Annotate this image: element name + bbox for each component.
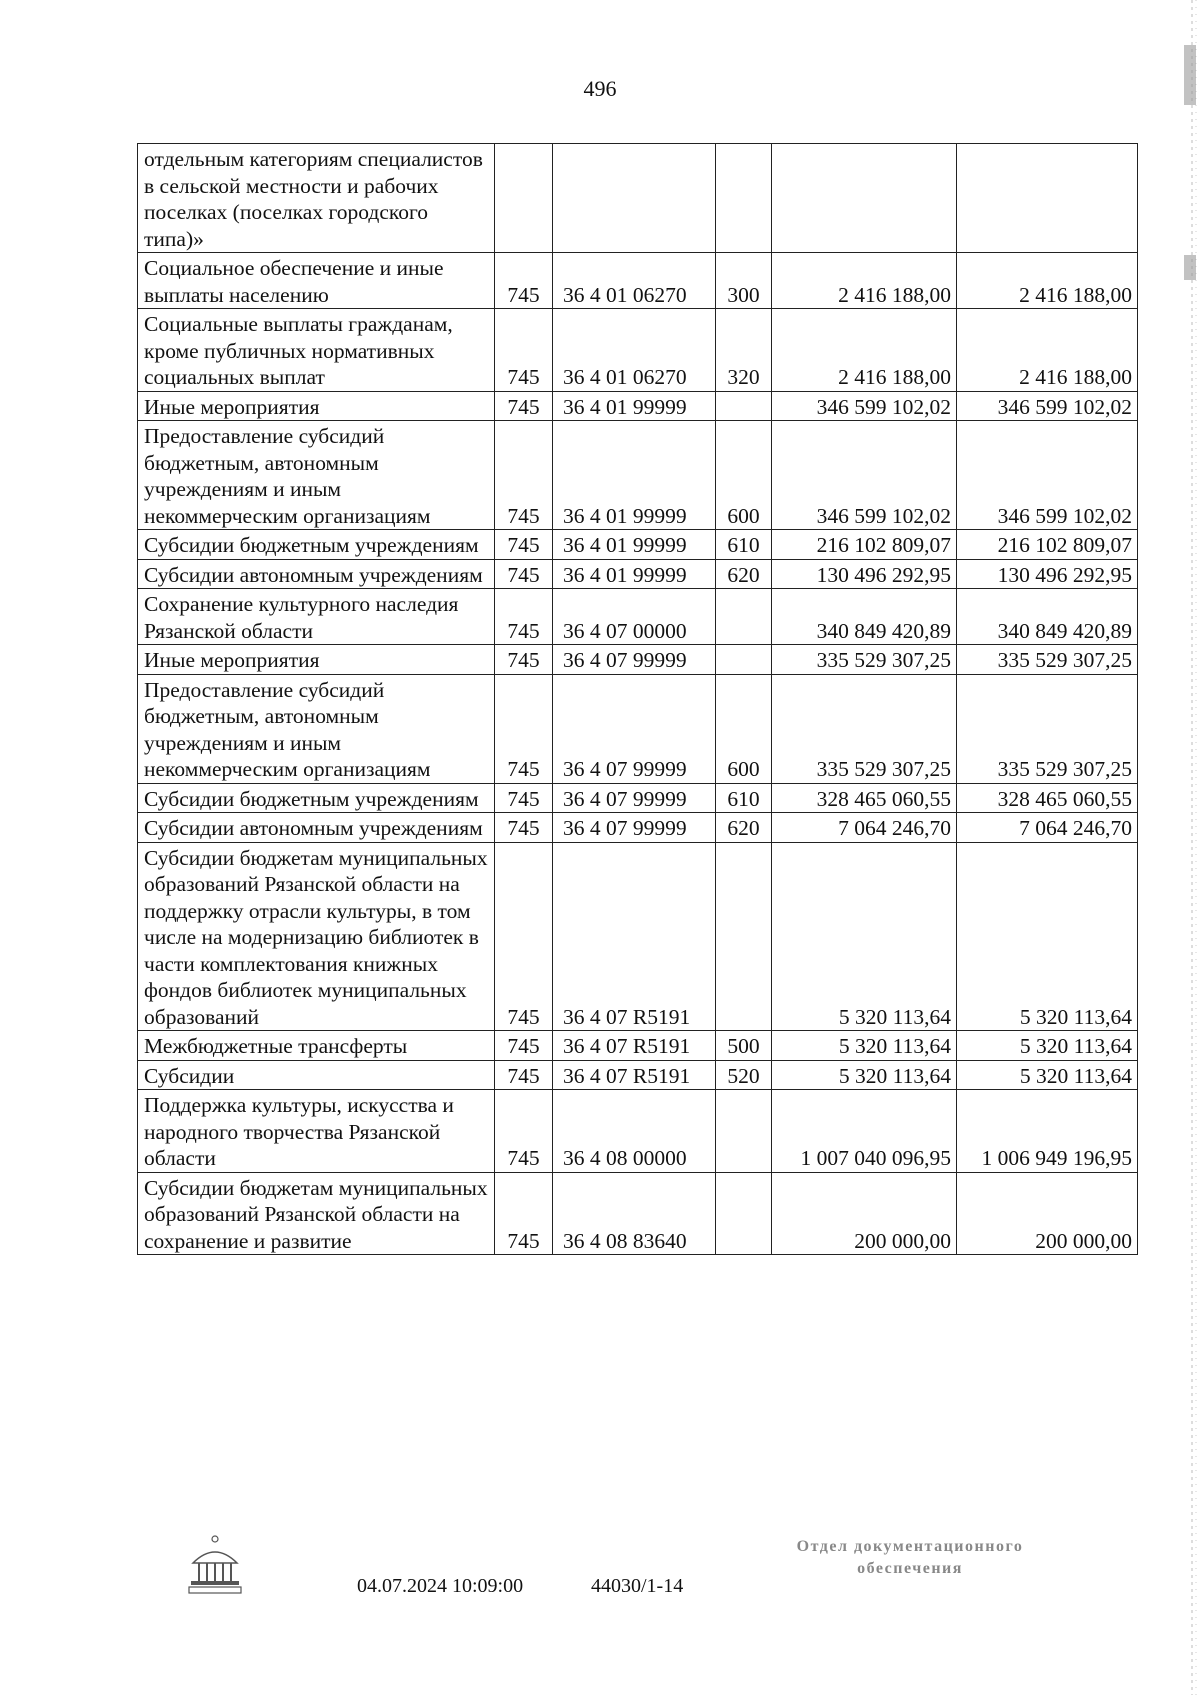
cell-csr: 36 4 07 R5191 xyxy=(553,1060,716,1090)
table-row xyxy=(138,309,1138,392)
table-row xyxy=(138,645,1138,675)
cell-csr: 36 4 01 99999 xyxy=(553,559,716,589)
cell-sum1: 7 064 246,70 xyxy=(772,813,957,843)
cell-sum2 xyxy=(957,144,1138,253)
cell-code: 745 xyxy=(495,645,553,675)
cell-sum1: 130 496 292,95 xyxy=(772,559,957,589)
cell-sum1: 346 599 102,02 xyxy=(772,391,957,421)
table-row xyxy=(138,1031,1138,1061)
table-row xyxy=(138,1060,1138,1090)
cell-sum1: 200 000,00 xyxy=(772,1172,957,1255)
cell-name: Социальное обеспечение и иные выплаты населению xyxy=(138,253,495,309)
cell-vr: 500 xyxy=(716,1031,772,1061)
cell-code: 745 xyxy=(495,589,553,645)
cell-name: Иные мероприятия xyxy=(138,645,495,675)
cell-sum2: 346 599 102,02 xyxy=(957,421,1138,530)
cell-code: 745 xyxy=(495,813,553,843)
table-row xyxy=(138,783,1138,813)
table-row xyxy=(138,589,1138,645)
cell-sum1: 5 320 113,64 xyxy=(772,1060,957,1090)
table-row xyxy=(138,530,1138,560)
footer-doc-number: 44030/1-14 xyxy=(591,1575,684,1597)
cell-sum1: 2 416 188,00 xyxy=(772,309,957,392)
cell-name: Межбюджетные трансферты xyxy=(138,1031,495,1061)
table-row xyxy=(138,813,1138,843)
cell-vr xyxy=(716,144,772,253)
cell-code: 745 xyxy=(495,1060,553,1090)
page-number: 496 xyxy=(583,76,617,101)
cell-code: 745 xyxy=(495,1172,553,1255)
stamp-line-2: обеспечения xyxy=(857,1560,963,1577)
scan-edge-strip xyxy=(1182,0,1200,1695)
department-stamp xyxy=(760,1536,1060,1580)
cell-sum2: 5 320 113,64 xyxy=(957,1031,1138,1061)
cell-sum2: 1 006 949 196,95 xyxy=(957,1090,1138,1173)
cell-vr: 610 xyxy=(716,530,772,560)
cell-name: Предоставление субсидий бюджетным, автономным учреждениям и иным некоммерческим организациям xyxy=(138,421,495,530)
cell-name: Иные мероприятия xyxy=(138,391,495,421)
cell-csr: 36 4 07 00000 xyxy=(553,589,716,645)
cell-name: Поддержка культуры, искусства и народного творчества Рязанской области xyxy=(138,1090,495,1173)
cell-sum2: 2 416 188,00 xyxy=(957,309,1138,392)
cell-sum1: 1 007 040 096,95 xyxy=(772,1090,957,1173)
cell-csr: 36 4 01 99999 xyxy=(553,391,716,421)
table-row xyxy=(138,1090,1138,1173)
cell-name: отдельным категориям специалистов в сельской местности и рабочих поселках (поселках городского типа)» xyxy=(138,144,495,253)
cell-sum1: 346 599 102,02 xyxy=(772,421,957,530)
cell-sum1: 340 849 420,89 xyxy=(772,589,957,645)
cell-name: Субсидии xyxy=(138,1060,495,1090)
cell-sum1: 328 465 060,55 xyxy=(772,783,957,813)
cell-csr: 36 4 07 99999 xyxy=(553,645,716,675)
cell-sum2: 2 416 188,00 xyxy=(957,253,1138,309)
cell-name: Субсидии бюджетным учреждениям xyxy=(138,783,495,813)
table-row xyxy=(138,391,1138,421)
cell-vr xyxy=(716,589,772,645)
cell-sum1: 2 416 188,00 xyxy=(772,253,957,309)
cell-csr: 36 4 01 99999 xyxy=(553,530,716,560)
cell-csr: 36 4 01 06270 xyxy=(553,309,716,392)
table-row xyxy=(138,144,1138,253)
cell-name: Предоставление субсидий бюджетным, автономным учреждениям и иным некоммерческим организациям xyxy=(138,674,495,783)
cell-code: 745 xyxy=(495,559,553,589)
cell-sum1: 335 529 307,25 xyxy=(772,674,957,783)
cell-vr: 320 xyxy=(716,309,772,392)
cell-code: 745 xyxy=(495,1090,553,1173)
cell-sum2: 328 465 060,55 xyxy=(957,783,1138,813)
cell-code: 745 xyxy=(495,421,553,530)
cell-name: Социальные выплаты гражданам, кроме публичных нормативных социальных выплат xyxy=(138,309,495,392)
cell-sum2: 7 064 246,70 xyxy=(957,813,1138,843)
cell-csr: 36 4 07 R5191 xyxy=(553,842,716,1031)
cell-vr: 600 xyxy=(716,674,772,783)
cell-sum1: 5 320 113,64 xyxy=(772,1031,957,1061)
cell-sum2: 335 529 307,25 xyxy=(957,645,1138,675)
cell-name: Субсидии бюджетам муниципальных образований Рязанской области на поддержку отрасли культуры, в том числе на модернизацию библиотек в части комплектования книжных фондов библиотек муниципальных образований xyxy=(138,842,495,1031)
cell-vr xyxy=(716,842,772,1031)
cell-csr: 36 4 07 99999 xyxy=(553,813,716,843)
cell-csr: 36 4 07 99999 xyxy=(553,783,716,813)
cell-code: 745 xyxy=(495,253,553,309)
cell-code: 745 xyxy=(495,1031,553,1061)
duma-building-logo-icon xyxy=(185,1533,245,1595)
cell-code: 745 xyxy=(495,842,553,1031)
cell-code: 745 xyxy=(495,391,553,421)
cell-sum2: 346 599 102,02 xyxy=(957,391,1138,421)
cell-name: Сохранение культурного наследия Рязанской области xyxy=(138,589,495,645)
cell-code: 745 xyxy=(495,530,553,560)
cell-vr: 300 xyxy=(716,253,772,309)
cell-csr: 36 4 08 00000 xyxy=(553,1090,716,1173)
cell-sum1: 335 529 307,25 xyxy=(772,645,957,675)
cell-csr: 36 4 07 R5191 xyxy=(553,1031,716,1061)
cell-code: 745 xyxy=(495,309,553,392)
cell-vr: 520 xyxy=(716,1060,772,1090)
table-row xyxy=(138,842,1138,1031)
cell-sum2: 5 320 113,64 xyxy=(957,1060,1138,1090)
stamp-line-1: Отдел документационного xyxy=(796,1538,1024,1555)
cell-sum2: 200 000,00 xyxy=(957,1172,1138,1255)
cell-vr: 600 xyxy=(716,421,772,530)
cell-sum2: 5 320 113,64 xyxy=(957,842,1138,1031)
cell-name: Субсидии бюджетным учреждениям xyxy=(138,530,495,560)
cell-vr xyxy=(716,1172,772,1255)
cell-vr: 620 xyxy=(716,559,772,589)
cell-csr: 36 4 01 99999 xyxy=(553,421,716,530)
cell-code: 745 xyxy=(495,783,553,813)
cell-name: Субсидии бюджетам муниципальных образований Рязанской области на сохранение и развитие xyxy=(138,1172,495,1255)
cell-vr xyxy=(716,1090,772,1173)
cell-sum2: 335 529 307,25 xyxy=(957,674,1138,783)
budget-table xyxy=(137,143,1138,1255)
cell-sum1: 216 102 809,07 xyxy=(772,530,957,560)
table-row xyxy=(138,1172,1138,1255)
cell-sum2: 340 849 420,89 xyxy=(957,589,1138,645)
cell-vr xyxy=(716,645,772,675)
cell-csr: 36 4 07 99999 xyxy=(553,674,716,783)
cell-sum2: 130 496 292,95 xyxy=(957,559,1138,589)
table-row xyxy=(138,421,1138,530)
cell-csr: 36 4 01 06270 xyxy=(553,253,716,309)
table-row xyxy=(138,674,1138,783)
cell-csr: 36 4 08 83640 xyxy=(553,1172,716,1255)
cell-csr xyxy=(553,144,716,253)
cell-sum1 xyxy=(772,144,957,253)
cell-name: Субсидии автономным учреждениям xyxy=(138,559,495,589)
footer-date: 04.07.2024 10:09:00 xyxy=(357,1575,524,1597)
cell-vr xyxy=(716,391,772,421)
table-row xyxy=(138,253,1138,309)
cell-vr: 610 xyxy=(716,783,772,813)
table-row xyxy=(138,559,1138,589)
cell-code xyxy=(495,144,553,253)
cell-vr: 620 xyxy=(716,813,772,843)
table-body xyxy=(138,144,1138,1255)
cell-code: 745 xyxy=(495,674,553,783)
cell-name: Субсидии автономным учреждениям xyxy=(138,813,495,843)
cell-sum1: 5 320 113,64 xyxy=(772,842,957,1031)
cell-sum2: 216 102 809,07 xyxy=(957,530,1138,560)
